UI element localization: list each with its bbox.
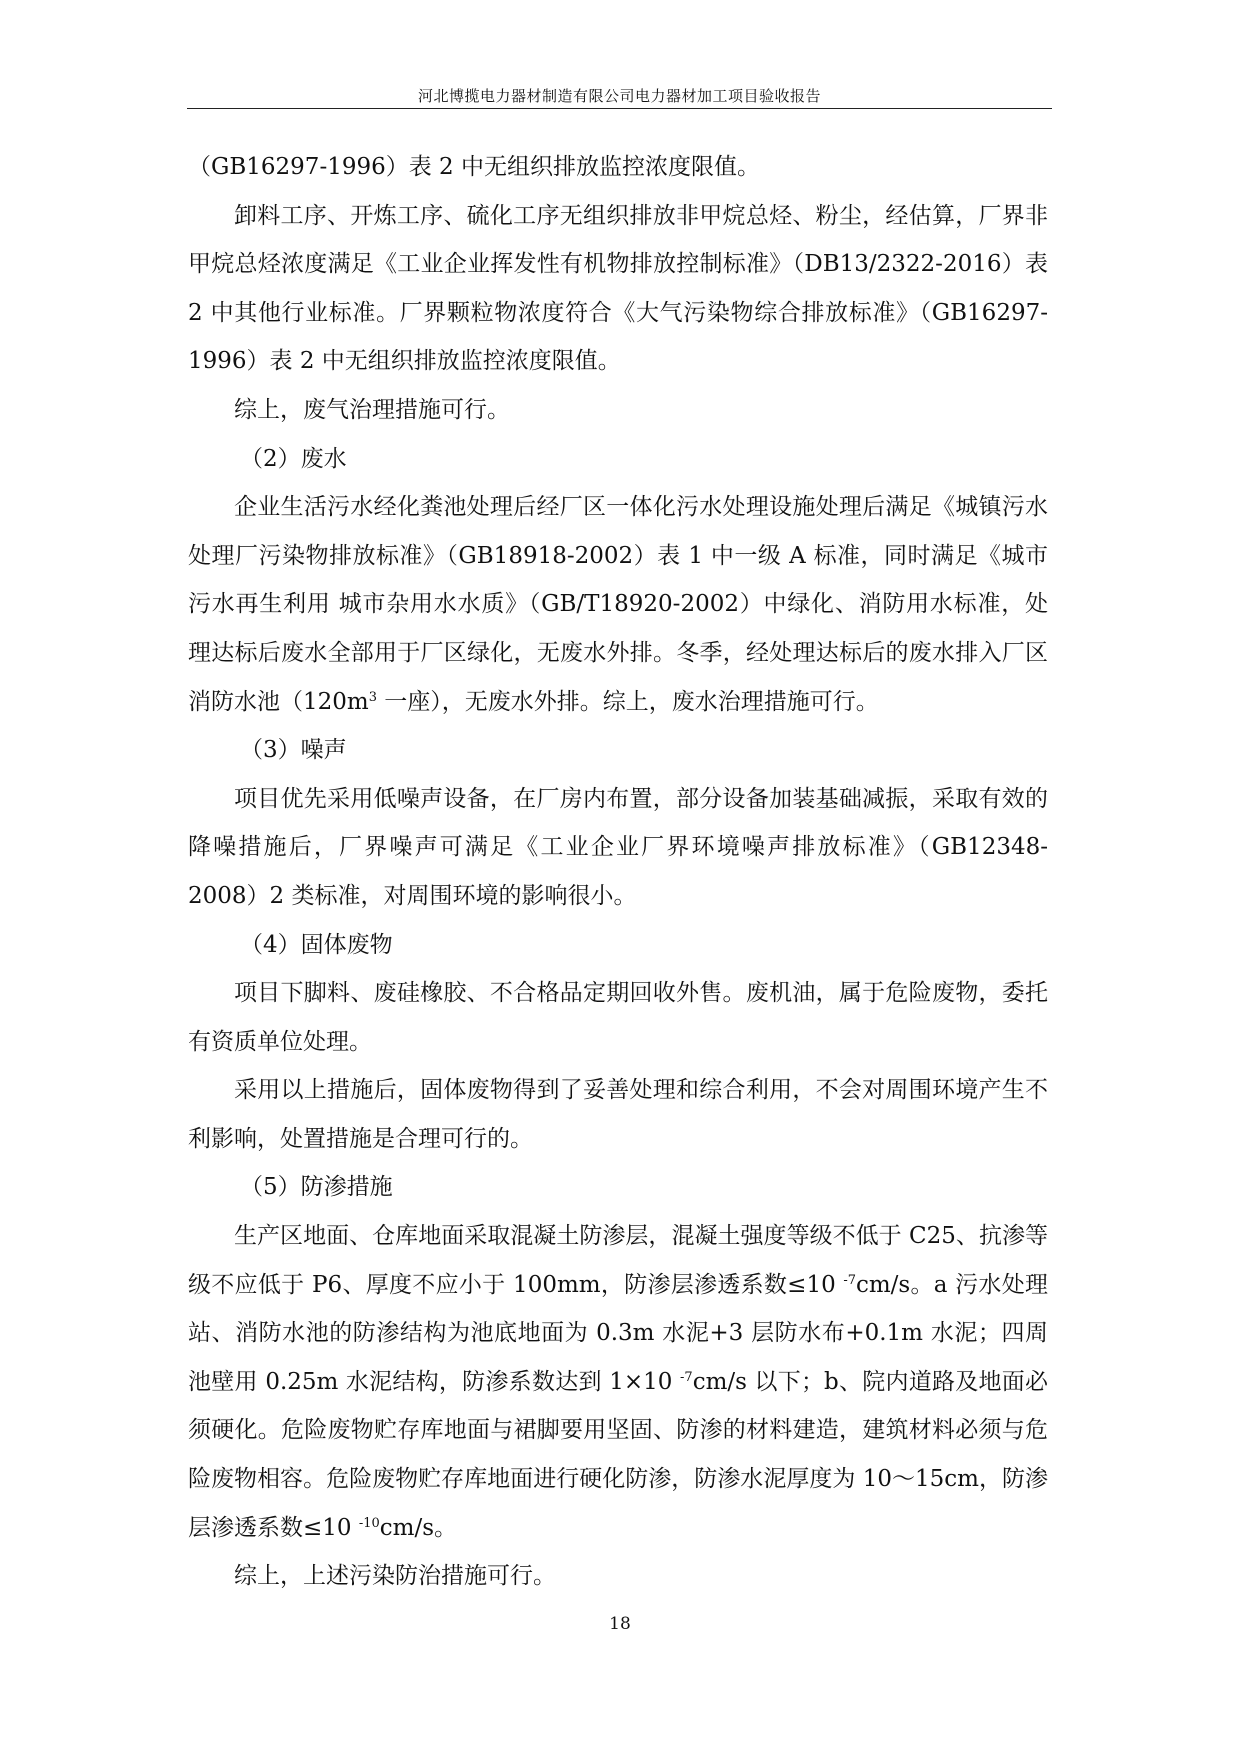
heading-seepage: （5）防渗措施 [240,1174,393,1201]
exponent-superscript-3: -10 [358,1515,380,1531]
paragraph-seepage [188,1212,1048,1552]
paragraph-wastewater [188,483,1048,726]
paragraph-final-conclusion: 综上，上述污染防治措施可行。 [234,1563,556,1590]
paragraph-noise: 项目优先采用低噪声设备，在厂房内布置，部分设备加装基础减振，采取有效的降噪措施后，厂界噪声可满足《工业企业厂界环境噪声排放标准》（GB12348-2008）2 类标准，对周围环境的影响很小。 [188,785,1048,909]
report-body [188,143,1048,1601]
seepage-text-a: 生产区地面、仓库地面采取混凝土防渗层，混凝土强度等级不低于 C25、抗渗等级不应低于 P6、厚度不应小于 100mm，防渗层渗透系数≤10 [188,1223,1048,1298]
page-number: 18 [609,1614,631,1634]
heading-noise: （3）噪声 [240,737,347,764]
cubic-superscript: 3 [368,689,377,705]
report-header-title: 河北博揽电力器材制造有限公司电力器材加工项目验收报告 [417,87,821,105]
paragraph-solid-waste-conclusion: 采用以上措施后，固体废物得到了妥善处理和综合利用，不会对周围环境产生不利影响，处置措施是合理可行的。 [188,1077,1048,1152]
paragraph-gas-limit-cont: （GB16297-1996）表 2 中无组织排放监控浓度限值。 [188,154,761,180]
wastewater-text-b: 一座），无废水外排。综上，废水治理措施可行。 [377,688,879,715]
paragraph-gas-conclusion: 综上，废气治理措施可行。 [234,396,510,423]
exponent-superscript-1: -7 [843,1272,856,1288]
header-divider [187,108,1052,109]
seepage-text-d: cm/s。 [379,1514,458,1541]
heading-solid-waste: （4）固体废物 [240,931,393,958]
seepage-text-c: cm/s 以下；b、院内道路及地面必须硬化。危险废物贮存库地面与裙脚要用坚固、防渗的材料建造，建筑材料必须与危险废物相容。危险废物贮存库地面进行硬化防渗，防渗水泥厚度为 10～15cm，防渗层渗透系数≤10 [188,1368,1049,1541]
paragraph-unorganized-emission: 卸料工序、开炼工序、硫化工序无组织排放非甲烷总烃、粉尘，经估算，厂界非甲烷总烃浓度满足《工业企业挥发性有机物排放控制标准》（DB13/2322-2016）表 2 中其他行业标准。厂界颗粒物浓度符合《大气污染物综合排放标准》（GB16297-1996）表 2 中无组织排放监控浓度限值。 [188,202,1048,375]
heading-wastewater: （2）废水 [240,445,347,472]
seepage-text-b: cm/s。a 污水处理站、消防水池的防渗结构为池底地面为 0.3m 水泥+3 层防水布+0.1m 水泥；四周池壁用 0.25m 水泥结构，防渗系数达到 1×10 [188,1271,1048,1395]
exponent-superscript-2: -7 [680,1369,693,1385]
wastewater-text-a: 企业生活污水经化粪池处理后经厂区一体化污水处理设施处理后满足《城镇污水处理厂污染物排放标准》（GB18918-2002）表 1 中一级 A 标准，同时满足《城市污水再生利用 城市杂用水水质》（GB/T18920-2002）中绿化、消防用水标准，处理达标后废水全部用于厂区绿化，无废水外排。冬季，经处理达标后的废水排入厂区消防水池（120m [188,494,1048,715]
paragraph-solid-waste: 项目下脚料、废硅橡胶、不合格品定期回收外售。废机油，属于危险废物，委托有资质单位处理。 [188,980,1048,1055]
